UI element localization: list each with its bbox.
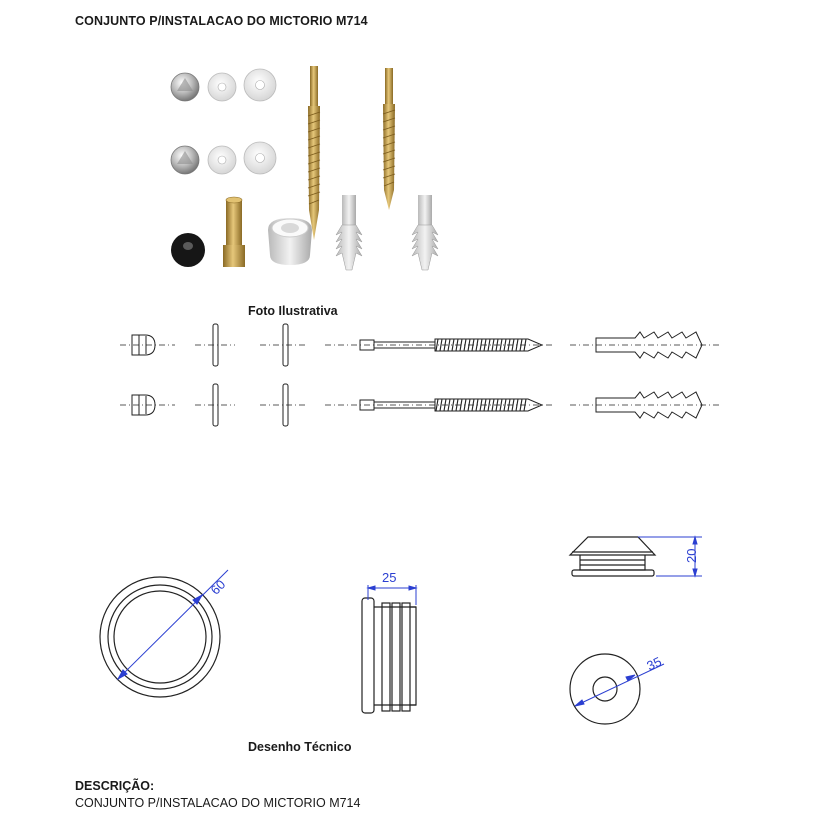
dimension-drawing xyxy=(90,525,730,730)
page-title: CONJUNTO P/INSTALACAO DO MICTORIO M714 xyxy=(75,14,368,28)
washer-dimension xyxy=(575,654,664,706)
washer-2a xyxy=(208,146,236,174)
wall-anchor-1 xyxy=(336,195,362,270)
dim-60: 60 xyxy=(207,576,229,598)
sleeve-dimension xyxy=(368,570,416,605)
dim-25: 25 xyxy=(382,570,397,585)
brass-sleeve xyxy=(223,197,245,267)
washer-1a xyxy=(208,73,236,101)
washer-2b xyxy=(244,142,276,174)
rubber-gasket xyxy=(171,233,205,267)
washer-drawing xyxy=(570,654,640,724)
description-text: CONJUNTO P/INSTALACAO DO MICTORIO M714 xyxy=(75,796,361,810)
cap-drawing xyxy=(570,537,655,576)
dim-35: 35 xyxy=(644,653,664,674)
wall-anchor-2 xyxy=(412,195,438,270)
chrome-cap-1 xyxy=(171,73,199,101)
white-ring xyxy=(268,218,312,265)
dim-20: 20 xyxy=(684,548,699,563)
washer-1b xyxy=(244,69,276,101)
technical-parts-drawing xyxy=(110,320,730,430)
product-photo xyxy=(160,60,460,285)
description-label: DESCRIÇÃO: xyxy=(75,779,155,793)
brass-screw-2 xyxy=(383,68,395,210)
photo-caption: Foto Ilustrativa xyxy=(248,304,338,318)
drawing-caption: Desenho Técnico xyxy=(248,740,352,754)
brass-screw-1 xyxy=(308,66,320,240)
chrome-cap-2 xyxy=(171,146,199,174)
sleeve-drawing xyxy=(362,598,416,713)
